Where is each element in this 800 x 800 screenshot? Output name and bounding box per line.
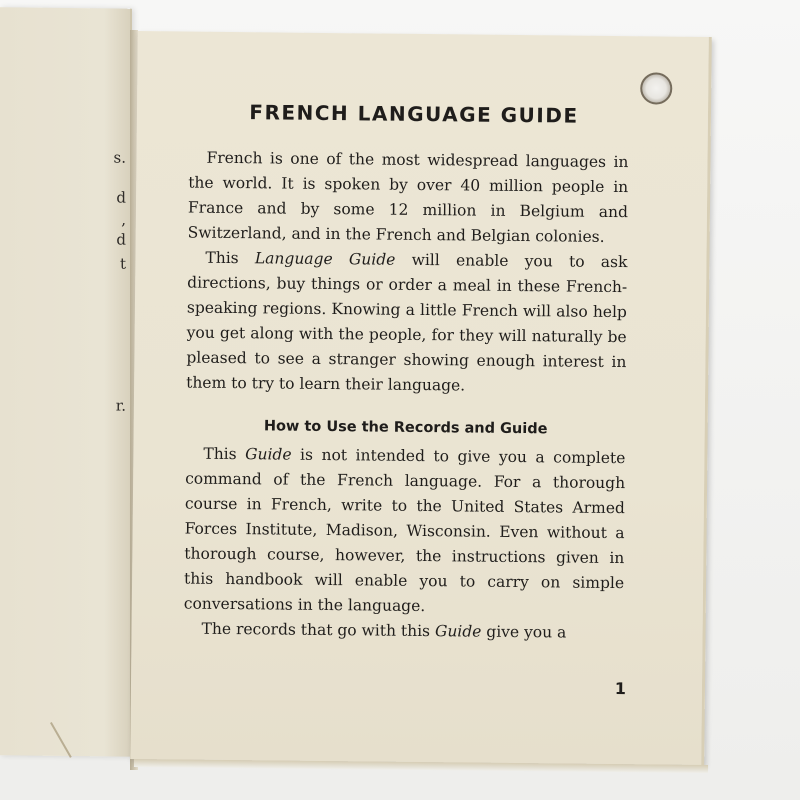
page-number: 1: [614, 679, 627, 699]
page-title: FRENCH LANGUAGE GUIDE: [249, 100, 579, 128]
page-tear: [50, 708, 96, 758]
left-page-fragment: s.: [113, 148, 126, 167]
intro-paragraph-1: French is one of the most widespread languages in the world. It is spoken by over 40 million people in France and by some 12 million in Belgium and Switzerland, and in the French and Belgian colonies.: [187, 148, 629, 246]
left-page-fragment: d: [116, 188, 126, 207]
page-content: [183, 100, 629, 647]
right-page: [130, 31, 712, 765]
section-paragraph-1: This Guide is not intended to give you a complete command of the French language. For a thorough course in French, write to the United States Armed Forces Institute, Madison, Wisconsin. Even without a thorough course, however, the instructions given in this handbook will enable you to carry on simple conversations in the language.: [183, 444, 626, 616]
section-heading: How to Use the Records and Guide: [263, 418, 548, 438]
left-page: [0, 7, 132, 756]
intro-paragraph-2: This Language Guide will enable you to ask directions, buy things or order a meal in these French-speaking regions. Knowing a little French will also help you get along with the people, for they will naturally be pleased to see a stranger showing enough interest in them to try to learn their language.: [186, 248, 628, 395]
punch-hole: [640, 72, 672, 104]
left-page-fragment: t: [119, 254, 126, 273]
left-page-fragment: ,: [121, 210, 126, 229]
left-page-fragment: r.: [115, 396, 126, 415]
section-paragraph-2: The records that go with this Guide give you a: [201, 619, 567, 642]
left-page-fragment: d: [116, 230, 126, 249]
